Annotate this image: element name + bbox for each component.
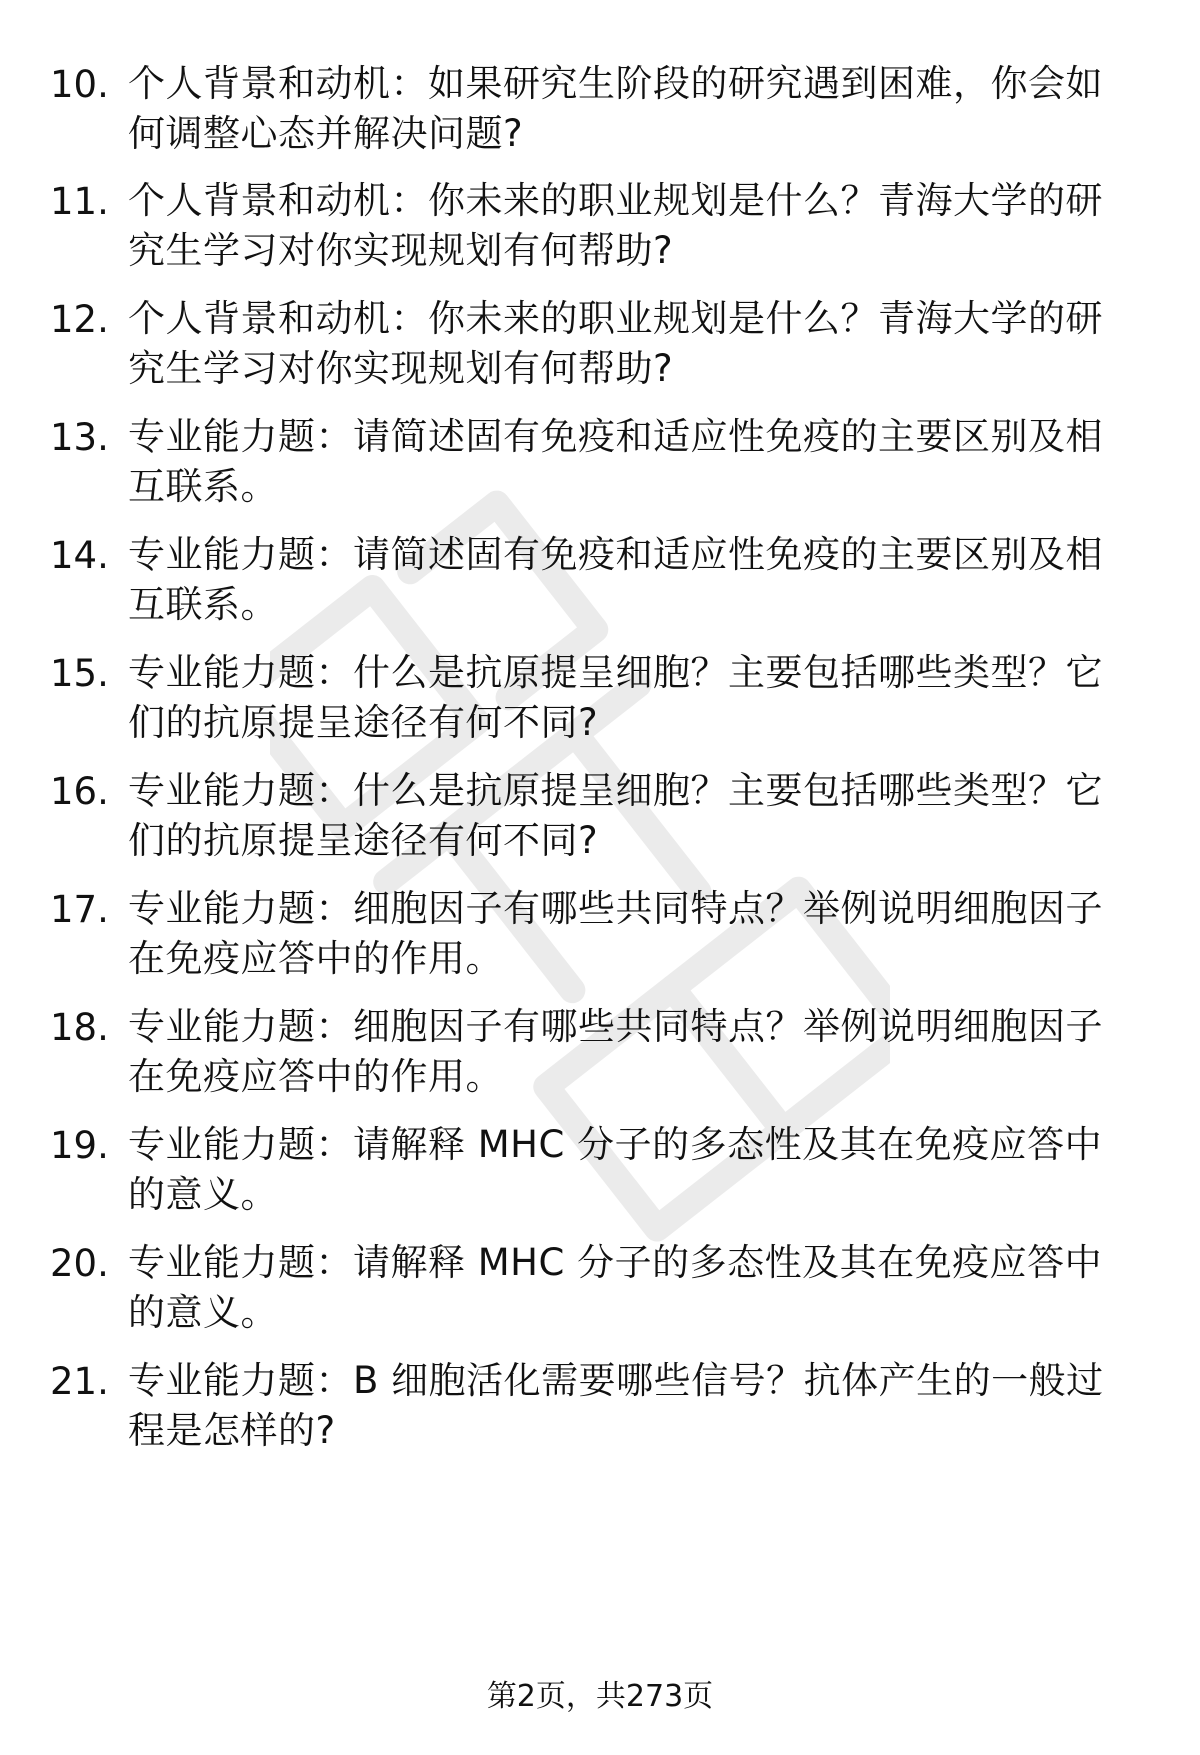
question-number: 16. bbox=[50, 770, 109, 813]
question-text: 专业能力题：B 细胞活化需要哪些信号？抗体产生的一般过程是怎样的? bbox=[128, 1359, 1104, 1452]
list-item bbox=[0, 59, 1200, 169]
question-number: 13. bbox=[50, 416, 109, 459]
question-number: 18. bbox=[50, 1006, 109, 1049]
question-text: 专业能力题：请解释 MHC 分子的多态性及其在免疫应答中的意义。 bbox=[128, 1123, 1103, 1216]
list-item bbox=[0, 176, 1200, 286]
question-number: 15. bbox=[50, 652, 109, 695]
question-text: 专业能力题：细胞因子有哪些共同特点？举例说明细胞因子在免疫应答中的作用。 bbox=[128, 1005, 1103, 1098]
question-text: 专业能力题：请简述固有免疫和适应性免疫的主要区别及相互联系。 bbox=[128, 533, 1103, 626]
question-number: 11. bbox=[50, 180, 109, 223]
question-text: 专业能力题：请简述固有免疫和适应性免疫的主要区别及相互联系。 bbox=[128, 415, 1103, 508]
page-number-footer: 第2页，共273页 bbox=[486, 1679, 714, 1714]
question-number: 21. bbox=[50, 1360, 109, 1403]
list-item bbox=[0, 1238, 1200, 1348]
question-text: 专业能力题：什么是抗原提呈细胞？主要包括哪些类型？它们的抗原提呈途径有何不同? bbox=[128, 651, 1103, 744]
question-text: 专业能力题：细胞因子有哪些共同特点？举例说明细胞因子在免疫应答中的作用。 bbox=[128, 887, 1103, 980]
question-text: 个人背景和动机：你未来的职业规划是什么？青海大学的研究生学习对你实现规划有何帮助? bbox=[128, 297, 1103, 390]
list-item bbox=[0, 1356, 1200, 1466]
list-item bbox=[0, 412, 1200, 522]
list-item bbox=[0, 648, 1200, 758]
question-number: 14. bbox=[50, 534, 109, 577]
question-number: 17. bbox=[50, 888, 109, 931]
list-item bbox=[0, 884, 1200, 994]
question-text: 个人背景和动机：你未来的职业规划是什么？青海大学的研究生学习对你实现规划有何帮助? bbox=[128, 179, 1103, 272]
question-number: 10. bbox=[50, 63, 109, 106]
question-text: 个人背景和动机：如果研究生阶段的研究遇到困难，你会如何调整心态并解决问题? bbox=[128, 62, 1103, 155]
question-text: 专业能力题：什么是抗原提呈细胞？主要包括哪些类型？它们的抗原提呈途径有何不同? bbox=[128, 769, 1103, 862]
list-item bbox=[0, 294, 1200, 404]
question-number: 20. bbox=[50, 1242, 109, 1285]
list-item bbox=[0, 1002, 1200, 1112]
list-item bbox=[0, 766, 1200, 876]
question-number: 19. bbox=[50, 1124, 109, 1167]
question-number: 12. bbox=[50, 298, 109, 341]
question-text: 专业能力题：请解释 MHC 分子的多态性及其在免疫应答中的意义。 bbox=[128, 1241, 1103, 1334]
list-item bbox=[0, 530, 1200, 640]
list-item bbox=[0, 1120, 1200, 1230]
